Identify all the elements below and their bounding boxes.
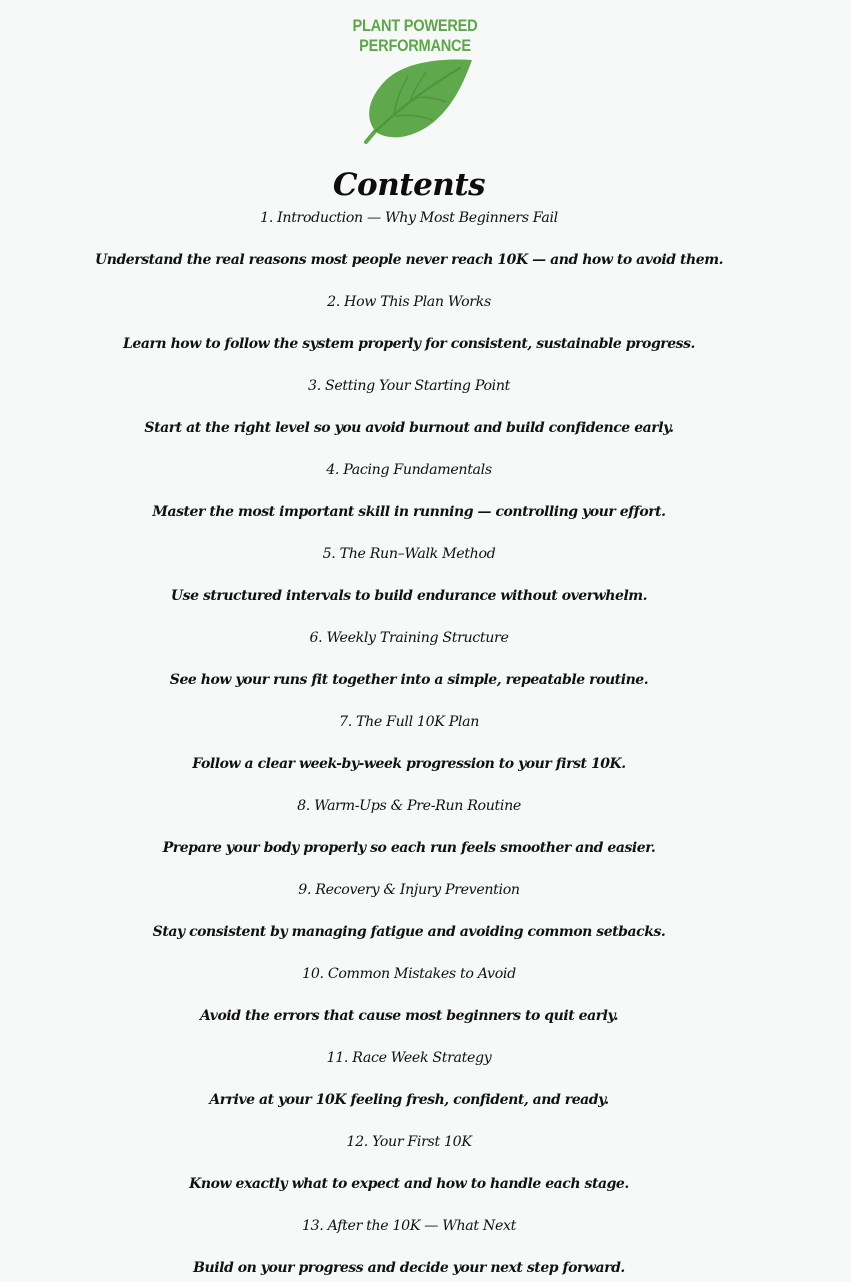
- brand-logo: [330, 14, 500, 144]
- toc-item-description: See how your runs fit together into a simple, repeatable routine.: [169, 672, 649, 688]
- brand-name-line1: PLANT POWERED: [352, 16, 478, 35]
- toc-item-title[interactable]: 6. Weekly Training Structure: [309, 630, 509, 646]
- toc-item-title[interactable]: 10. Common Mistakes to Avoid: [302, 966, 516, 982]
- toc-item-title[interactable]: 2. How This Plan Works: [327, 294, 491, 310]
- toc-item-title[interactable]: 3. Setting Your Starting Point: [308, 378, 510, 394]
- toc-item-title[interactable]: 9. Recovery & Injury Prevention: [298, 882, 520, 898]
- toc-item-description: Start at the right level so you avoid burnout and build confidence early.: [144, 420, 674, 436]
- toc-item-title[interactable]: 13. After the 10K — What Next: [301, 1218, 517, 1234]
- toc-item-description: Use structured intervals to build endurance without overwhelm.: [170, 588, 648, 604]
- toc-item-title[interactable]: 4. Pacing Fundamentals: [326, 462, 492, 478]
- toc-item-title[interactable]: 5. The Run–Walk Method: [322, 546, 496, 562]
- toc-item-description: Know exactly what to expect and how to handle each stage.: [189, 1176, 629, 1192]
- leaf-icon: [360, 58, 476, 144]
- toc-item-description: Build on your progress and decide your next step forward.: [193, 1260, 625, 1276]
- toc-item-description: Master the most important skill in running — controlling your effort.: [152, 504, 666, 520]
- toc-item-description: Follow a clear week-by-week progression to your first 10K.: [192, 756, 626, 772]
- toc-item-description: Arrive at your 10K feeling fresh, confident, and ready.: [209, 1092, 609, 1108]
- toc-item-description: Understand the real reasons most people never reach 10K — and how to avoid them.: [94, 252, 723, 268]
- toc-item-title[interactable]: 1. Introduction — Why Most Beginners Fail: [260, 210, 558, 226]
- toc-item-title[interactable]: 8. Warm-Ups & Pre-Run Routine: [297, 798, 521, 814]
- toc-item-description: Prepare your body properly so each run feels smoother and easier.: [162, 840, 656, 856]
- toc-item-title[interactable]: 7. The Full 10K Plan: [339, 714, 479, 730]
- page-title: Contents: [332, 166, 486, 203]
- toc-item-description: Avoid the errors that cause most beginners to quit early.: [199, 1008, 619, 1024]
- toc-item-description: Stay consistent by managing fatigue and avoiding common setbacks.: [152, 924, 666, 940]
- toc-item-title[interactable]: 12. Your First 10K: [346, 1134, 472, 1150]
- brand-name-line2: PERFORMANCE: [359, 36, 471, 55]
- toc-item-title[interactable]: 11. Race Week Strategy: [326, 1050, 492, 1066]
- toc-item-description: Learn how to follow the system properly for consistent, sustainable progress.: [123, 336, 695, 352]
